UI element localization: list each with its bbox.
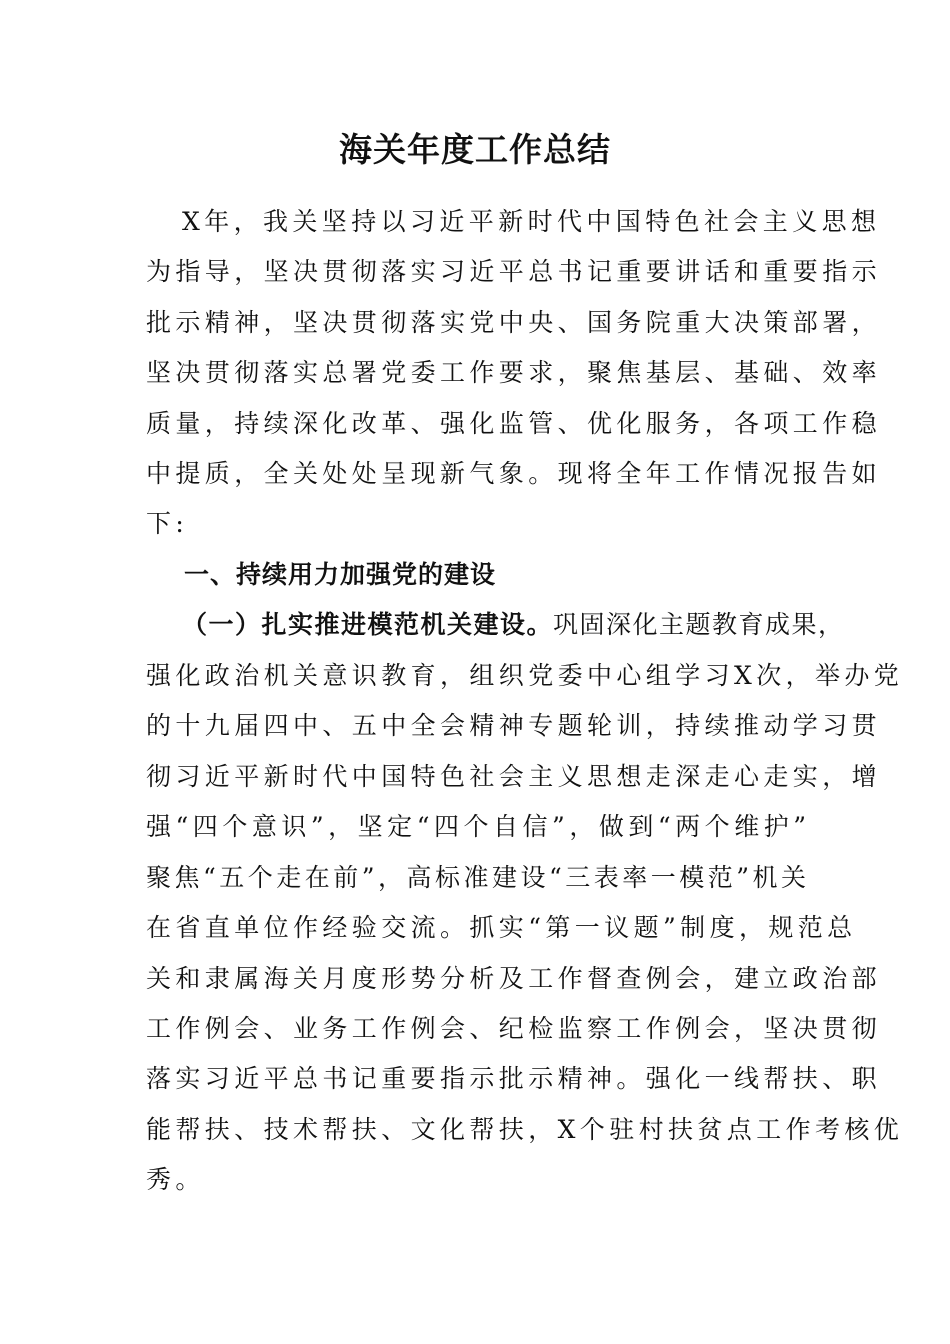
body-line-11: 秀。 [146, 1165, 205, 1194]
body-line-6: 在省直单位作经验交流。抓实“第一议题”制度，规范总 [146, 913, 857, 942]
body-line-4: 强“四个意识”，坚定“四个自信”，做到“两个维护” [146, 812, 806, 841]
intro-line-6: 中提质，全关处处呈现新气象。现将全年工作情况报告如 [146, 459, 882, 488]
intro-line-1: X年，我关坚持以习近平新时代中国特色社会主义思想 [182, 207, 881, 236]
subsection-first-line-text: 巩固深化主题教育成果， [553, 610, 845, 639]
body-line-9: 落实习近平总书记重要指示批示精神。强化一线帮扶、职 [146, 1064, 882, 1093]
body-line-3: 彻习近平新时代中国特色社会主义思想走深走心走实，增 [146, 762, 882, 791]
document-title: 海关年度工作总结 [339, 130, 611, 169]
subsection-heading: （一）扎实推进模范机关建设。 [182, 610, 554, 639]
section-heading: 一、持续用力加强党的建设 [184, 560, 497, 589]
subsection-first-line [182, 609, 845, 641]
intro-line-7: 下: [146, 509, 189, 538]
body-line-1: 强化政治机关意识教育，组织党委中心组学习X次，举办党 [146, 661, 904, 690]
intro-line-2: 为指导，坚决贯彻落实习近平总书记重要讲话和重要指示 [146, 257, 882, 286]
intro-line-5: 质量，持续深化改革、强化监管、优化服务，各项工作稳 [146, 409, 882, 438]
body-line-5: 聚焦“五个走在前”，高标准建设“三表率一模范”机关 [146, 863, 806, 892]
body-line-7: 关和隶属海关月度形势分析及工作督查例会，建立政治部 [146, 964, 882, 993]
intro-line-4: 坚决贯彻落实总署党委工作要求，聚焦基层、基础、效率 [146, 358, 882, 387]
intro-line-3: 批示精神，坚决贯彻落实党中央、国务院重大决策部署， [146, 308, 882, 337]
body-line-8: 工作例会、业务工作例会、纪检监察工作例会，坚决贯彻 [146, 1014, 882, 1043]
body-line-10: 能帮扶、技术帮扶、文化帮扶，X个驻村扶贫点工作考核优 [146, 1115, 904, 1144]
body-line-2: 的十九届四中、五中全会精神专题轮训，持续推动学习贯 [146, 711, 882, 740]
